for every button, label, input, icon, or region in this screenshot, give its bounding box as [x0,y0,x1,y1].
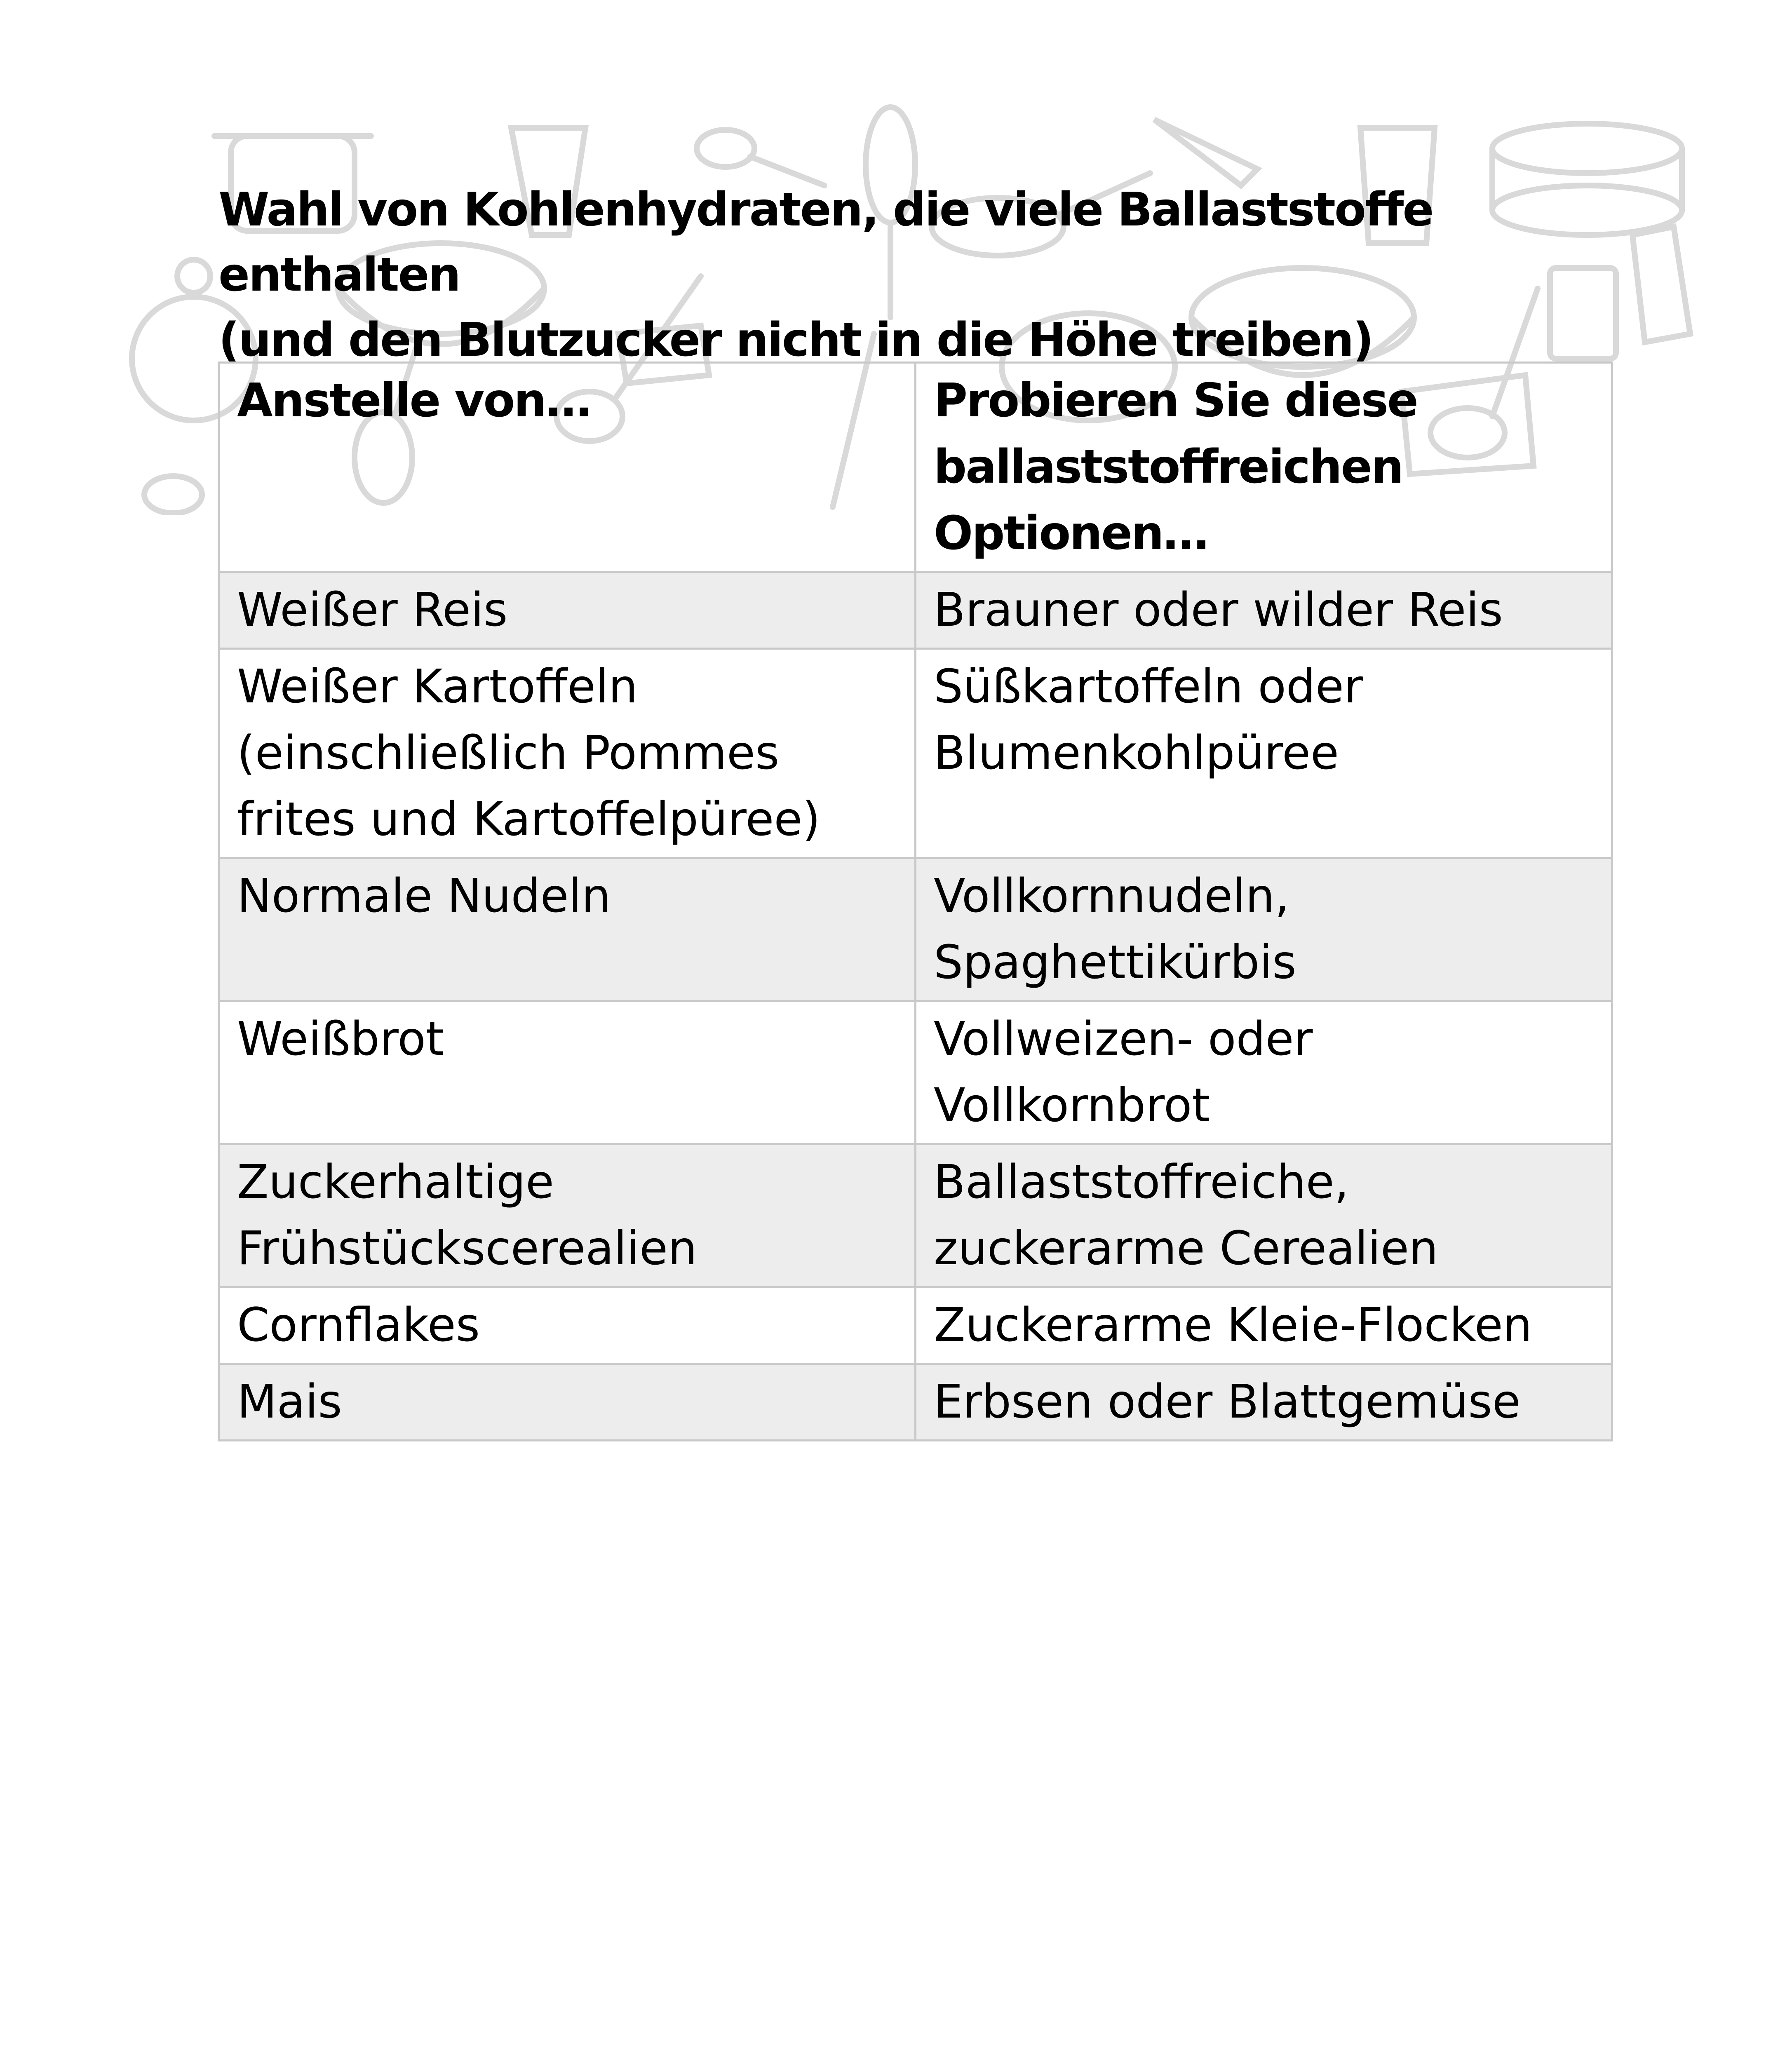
cell-instead-of: Zuckerhaltige Frühstückscerealien [219,1144,916,1287]
cell-instead-of: Weißbrot [219,1001,916,1144]
table-row [219,572,1612,649]
header-instead-of: Anstelle von… [219,363,916,572]
table-row [219,1001,1612,1144]
table-row [219,1144,1612,1287]
cell-instead-of: Cornflakes [219,1287,916,1364]
cell-alternative: Erbsen oder Blattgemüse [916,1364,1612,1441]
title-line-1: Wahl von Kohlenhydraten, die viele Ballaststoffe enthalten [218,183,1433,302]
header-try-options: Probieren Sie diese ballaststoffreichen Optionen… [916,363,1612,572]
table-row [219,1364,1612,1441]
table-row [219,649,1612,858]
table-row [219,858,1612,1001]
cell-alternative: Brauner oder wilder Reis [916,572,1612,649]
cell-instead-of: Mais [219,1364,916,1441]
table-header-row [219,363,1612,572]
cell-instead-of: Weißer Reis [219,572,916,649]
cell-alternative: Ballaststoffreiche, zuckerarme Cerealien [916,1144,1612,1287]
cell-alternative: Vollkornnudeln, Spaghettikürbis [916,858,1612,1001]
page-title [218,177,1620,373]
carbohydrate-substitution-table [218,361,1613,1441]
cell-instead-of: Normale Nudeln [219,858,916,1001]
table-row [219,1287,1612,1364]
cell-alternative: Süßkartoffeln oder Blumenkohlpüree [916,649,1612,858]
title-line-2: (und den Blutzucker nicht in die Höhe treiben) [218,313,1373,367]
cell-instead-of: Weißer Kartoffeln (einschließlich Pommes frites und Kartoffelpüree) [219,649,916,858]
cell-alternative: Vollweizen- oder Vollkornbrot [916,1001,1612,1144]
cell-alternative: Zuckerarme Kleie-Flocken [916,1287,1612,1364]
